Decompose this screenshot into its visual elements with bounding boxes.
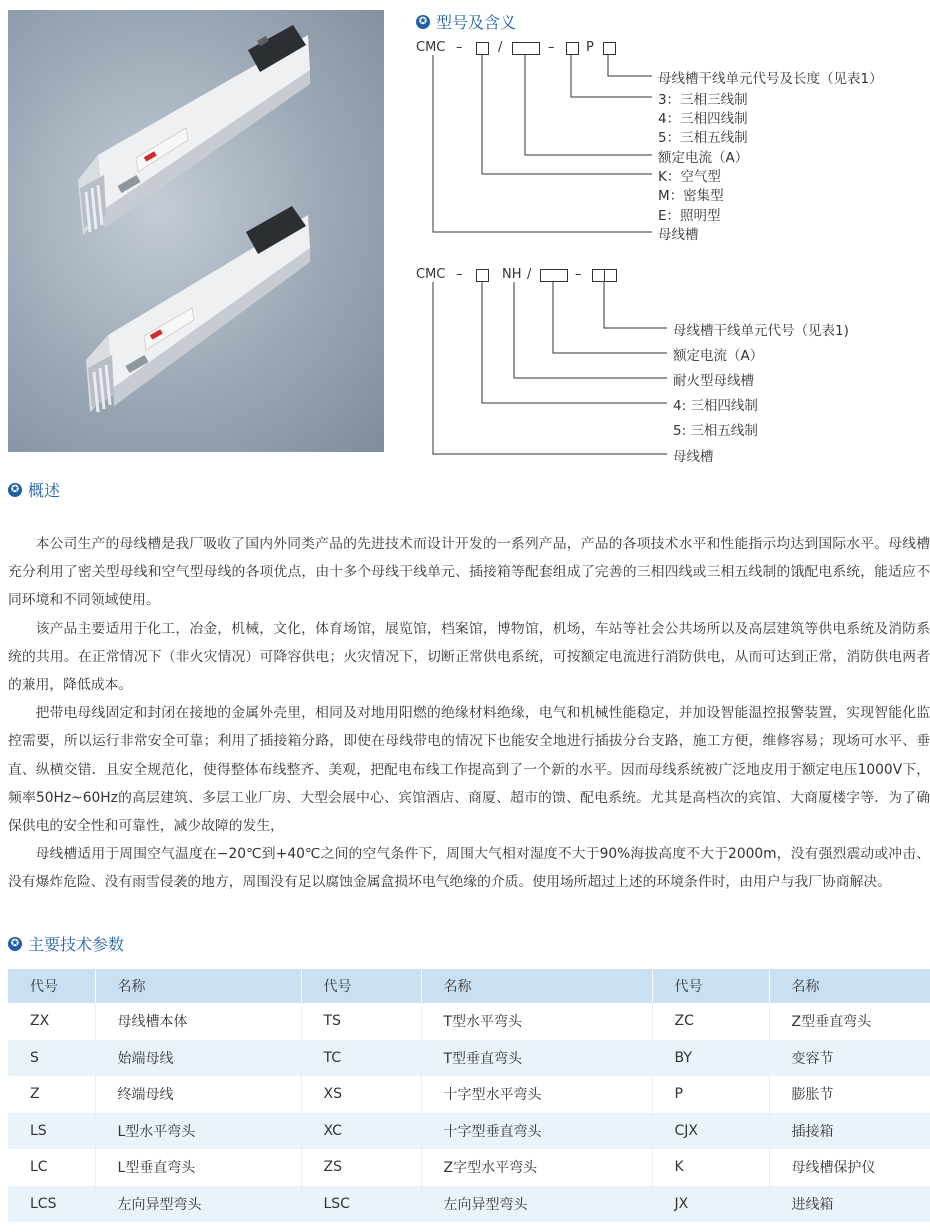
code1-label-k: K：空气型 — [658, 169, 721, 185]
overview-paragraph: 把带电母线固定和封闭在接地的金属外壳里，相同及对地用阳燃的绝缘材料绝缘，电气和机械性能稳定，并加设智能温控报警装置，实现智能化监控需要，所以运行非常安全可靠；利用了插接箱分路，即使在母线带电的情况下也能安全地进行插拔分台支路，施工方便，维修容易；现场可水平、垂直、纵横交错．且安全规范化，使得整体布线整齐、美观，把配电布线工作提高到了一个新的水平。因而母线系统被广泛地皮用于额定电压1000V下，频率50Hz~60Hz的高层建筑、多层工业厂房、大型会展中心、宾馆酒店、商厦、超市的馈、配电系统。尤其是高档次的宾馆、大商厦楼字等．为了确保供电的安全性和可靠性，减少故障的发生， — [8, 705, 930, 835]
table-cell: 十字型水平弯头 — [421, 1076, 652, 1113]
table-cell: L型垂直弯头 — [95, 1149, 301, 1186]
table-cell: 母线槽保护仪 — [769, 1149, 930, 1186]
code1-label-m: M：密集型 — [658, 188, 724, 204]
table-cell: Z字型水平弯头 — [421, 1149, 652, 1186]
table-row — [8, 1149, 930, 1186]
code1-label-current: 额定电流（A） — [658, 150, 749, 166]
overview-paragraph: 母线槽适用于周围空气温度在−20℃到+40℃之间的空气条件下，周围大气相对湿度不大于90%海拔高度不大于2000m，没有强烈震动或冲击、没有爆炸危险、没有雨雪侵袭的地方，周围没有足以腐蚀金属盒损坏电气绝缘的介质。使用场所超过上述的环境条件时，由用户与我厂协商解决。 — [8, 846, 930, 891]
table-cell: BY — [652, 1040, 769, 1077]
table-cell: ZC — [652, 1003, 769, 1040]
table-cell: LC — [8, 1149, 95, 1186]
section-title-model-text: 型号及含义 — [436, 13, 517, 32]
code1-label-busway: 母线槽 — [658, 227, 699, 243]
code2-label-unit: 母线槽干线单元代号（见表1) — [673, 323, 849, 339]
table-cell: 变容节 — [769, 1040, 930, 1077]
section-title-params-text: 主要技术参数 — [28, 935, 125, 954]
overview-body — [8, 530, 930, 897]
section-title-overview-text: 概述 — [28, 481, 61, 500]
table-cell: TC — [301, 1040, 421, 1077]
code1-label-unit: 母线槽干线单元代号及长度（见表1） — [658, 71, 883, 87]
table-cell: 插接箱 — [769, 1113, 930, 1150]
code1-dash: – — [456, 40, 463, 55]
table-row — [8, 1040, 930, 1077]
section-title-params — [8, 932, 124, 955]
table-cell: 膨胀节 — [769, 1076, 930, 1113]
code1-label-4: 4：三相四线制 — [658, 111, 748, 127]
table-header-cell: 名称 — [95, 969, 301, 1003]
table-header-cell: 代号 — [8, 969, 95, 1003]
code1-prefix: CMC — [416, 40, 446, 55]
table-cell: S — [8, 1040, 95, 1077]
code2-label-5: 5: 三相五线制 — [673, 423, 758, 439]
table-cell: 左向异型弯头 — [95, 1186, 301, 1223]
table-header-cell: 名称 — [769, 969, 930, 1003]
table-row — [8, 1113, 930, 1150]
table-cell: TS — [301, 1003, 421, 1040]
table-cell: Z — [8, 1076, 95, 1113]
table-cell: L型水平弯头 — [95, 1113, 301, 1150]
star-bullet-icon: ✪ — [8, 937, 22, 951]
table-cell: T型水平弯头 — [421, 1003, 652, 1040]
code1-label-5: 5：三相五线制 — [658, 130, 748, 146]
table-cell: 进线箱 — [769, 1186, 930, 1223]
table-header-row — [8, 969, 930, 1003]
table-cell: Z型垂直弯头 — [769, 1003, 930, 1040]
table-cell: XC — [301, 1113, 421, 1150]
table-row — [8, 1076, 930, 1113]
table-cell: ZX — [8, 1003, 95, 1040]
table-cell: 始端母线 — [95, 1040, 301, 1077]
table-cell: ZS — [301, 1149, 421, 1186]
table-header-cell: 名称 — [421, 969, 652, 1003]
table-cell: XS — [301, 1076, 421, 1113]
table-cell: 终端母线 — [95, 1076, 301, 1113]
table-cell: T型垂直弯头 — [421, 1040, 652, 1077]
code2-label-4: 4: 三相四线制 — [673, 398, 758, 414]
overview-paragraph: 该产品主要适用于化工，冶金，机械，文化，体育场馆，展览馆，档案馆，博物馆，机场，车站等社会公共场所以及高层建筑等供电系统及消防系统的共用。在正常情况下（非火灾情况）可降容供电；火灾情况下，切断正常供电系统，可按额定电流进行消防供电，从而可达到正常，消防供电两者的兼用，降低成本。 — [8, 620, 930, 694]
code1-label-e: E：照明型 — [658, 208, 721, 224]
code1-slash: / — [498, 40, 503, 55]
code1-dash-2: – — [548, 40, 555, 55]
code2-prefix: CMC — [416, 267, 446, 282]
table-header-cell: 代号 — [301, 969, 421, 1003]
model-code-leader-lines — [0, 0, 930, 470]
table-cell: JX — [652, 1186, 769, 1223]
code1-p: P — [586, 40, 594, 55]
table-cell: CJX — [652, 1113, 769, 1150]
code2-nh: NH — [502, 267, 522, 282]
params-table — [8, 969, 930, 1222]
table-cell: LSC — [301, 1186, 421, 1223]
section-title-overview — [8, 478, 60, 501]
overview-paragraph: 本公司生产的母线槽是我厂吸收了国内外同类产品的先进技术而设计开发的一系列产品，产品的各项技术水平和性能指示均达到国际水平。母线槽充分利用了密关型母线和空气型母线的各项优点，由十多个母线干线单元、插接箱等配套组成了完善的三相四线或三相五线制的饿配电系统，能适应不同环境和不同领域使用。 — [8, 536, 930, 609]
table-header-cell: 代号 — [652, 969, 769, 1003]
table-cell: LCS — [8, 1186, 95, 1223]
code2-label-current: 额定电流（A） — [673, 348, 764, 364]
table-cell: 十字型垂直弯头 — [421, 1113, 652, 1150]
code2-slash: / — [527, 267, 532, 282]
table-row — [8, 1186, 930, 1223]
code2-label-fire: 耐火型母线槽 — [673, 373, 754, 389]
table-cell: 左向异型弯头 — [421, 1186, 652, 1223]
code2-dash-2: – — [575, 267, 582, 282]
star-bullet-icon: ✪ — [8, 483, 22, 497]
table-cell: K — [652, 1149, 769, 1186]
table-cell: P — [652, 1076, 769, 1113]
code1-label-3: 3：三相三线制 — [658, 92, 748, 108]
table-cell: LS — [8, 1113, 95, 1150]
star-bullet-icon: ✪ — [416, 15, 430, 29]
code2-dash: – — [456, 267, 463, 282]
table-cell: 母线槽本体 — [95, 1003, 301, 1040]
table-row — [8, 1003, 930, 1040]
code2-label-busway: 母线槽 — [673, 449, 714, 465]
